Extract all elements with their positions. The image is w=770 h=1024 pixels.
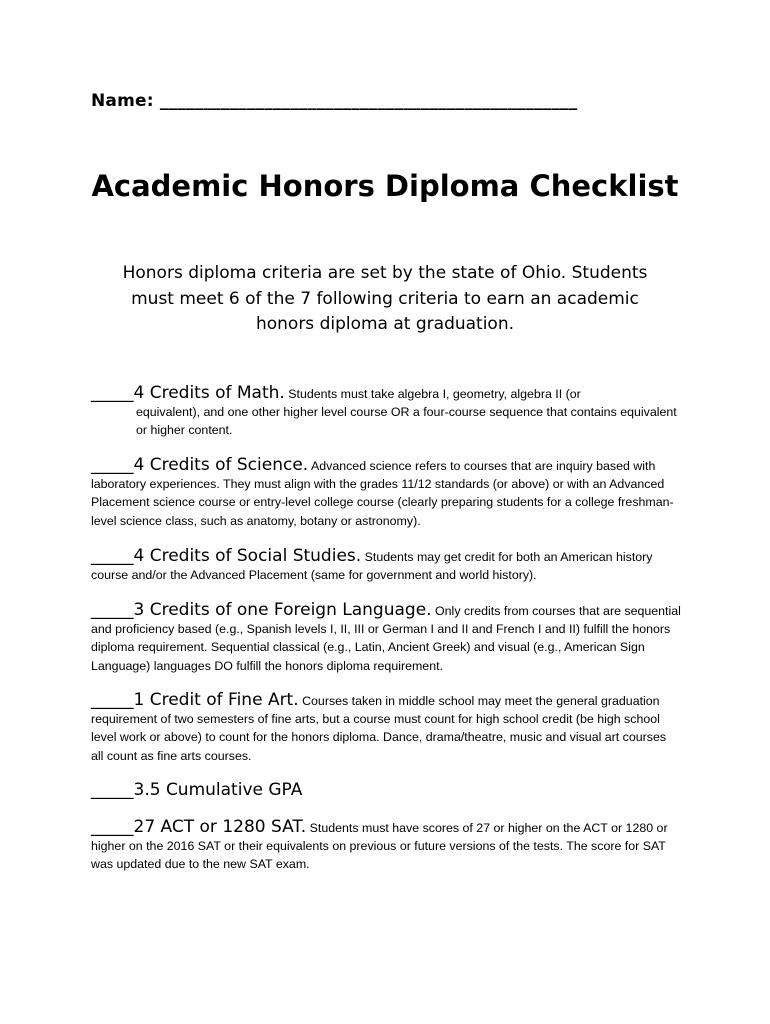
criterion-heading: 4 Credits of Math. xyxy=(133,383,285,403)
criterion-description-continued: equivalent), and one other higher level course OR a four-course sequence that contains equivalent or higher content. xyxy=(136,405,677,438)
criterion-heading: 27 ACT or 1280 SAT. xyxy=(133,817,307,837)
criterion-description: Students must take algebra I, geometry, algebra II (or xyxy=(288,387,581,401)
criterion-fine-art xyxy=(91,691,681,765)
checkbox-blank[interactable]: _____ xyxy=(91,455,134,475)
checkbox-blank[interactable]: _____ xyxy=(91,690,134,710)
criterion-heading: 3 Credits of one Foreign Language. xyxy=(133,600,432,620)
criterion-description: Only credits from courses that are sequential and proficiency based (e.g., Spanish levels I, II, III or German I and II and French I and II) fulfill the honors diploma requirement. Sequential classical (e.g., Latin, Ancient Greek) and visual (e.g., American Sign Language) languages DO fulfill the honors diploma requirement. xyxy=(91,604,681,673)
criterion-description: Students may get credit for both an American history course and/or the Advanced Placement (same for government and world history). xyxy=(91,550,653,583)
criterion-gpa xyxy=(91,781,681,800)
criterion-math xyxy=(91,384,681,440)
criterion-foreign-language xyxy=(91,601,681,675)
page-title xyxy=(0,166,770,207)
title-text: Academic Honors Diploma Checklist xyxy=(91,169,679,203)
criterion-act-sat xyxy=(91,818,681,874)
checkbox-blank[interactable]: _____ xyxy=(91,383,134,403)
checkbox-blank[interactable]: _____ xyxy=(91,600,134,620)
intro-paragraph: Honors diploma criteria are set by the state of Ohio. Students must meet 6 of the 7 following criteria to earn an academic honors diploma at graduation. xyxy=(122,263,648,334)
checkbox-blank[interactable]: _____ xyxy=(91,780,134,800)
checkbox-blank[interactable]: _____ xyxy=(91,817,134,837)
criterion-heading: 1 Credit of Fine Art. xyxy=(133,690,299,710)
criterion-heading: 3.5 Cumulative GPA xyxy=(133,780,303,800)
criterion-heading: 4 Credits of Social Studies. xyxy=(133,546,362,566)
name-field-label: Name: ________________________________________________ xyxy=(91,91,578,111)
criterion-description: Courses taken in middle school may meet the general graduation requirement of two semesters of fine arts, but a course must count for high school credit (be high school level work or above) to count for the honors diploma. Dance, drama/theatre, music and visual art courses all count as fine arts courses. xyxy=(91,694,667,763)
checkbox-blank[interactable]: _____ xyxy=(91,546,134,566)
criterion-science xyxy=(91,456,681,530)
criterion-social-studies xyxy=(91,547,681,584)
criterion-description: Students must have scores of 27 or higher on the ACT or 1280 or higher on the 2016 SAT or their equivalents on previous or future versions of the tests. The score for SAT was updated due to the new SAT exam. xyxy=(91,821,668,872)
criterion-heading: 4 Credits of Science. xyxy=(133,455,309,475)
criterion-description: Advanced science refers to courses that are inquiry based with laboratory experiences. They must align with the grades 11/12 standards (or above) or with an Advanced Placement science course or entry-level college course (clearly preparing students for a college freshman-level science class, such as anatomy, botany or astronomy). xyxy=(91,459,674,528)
